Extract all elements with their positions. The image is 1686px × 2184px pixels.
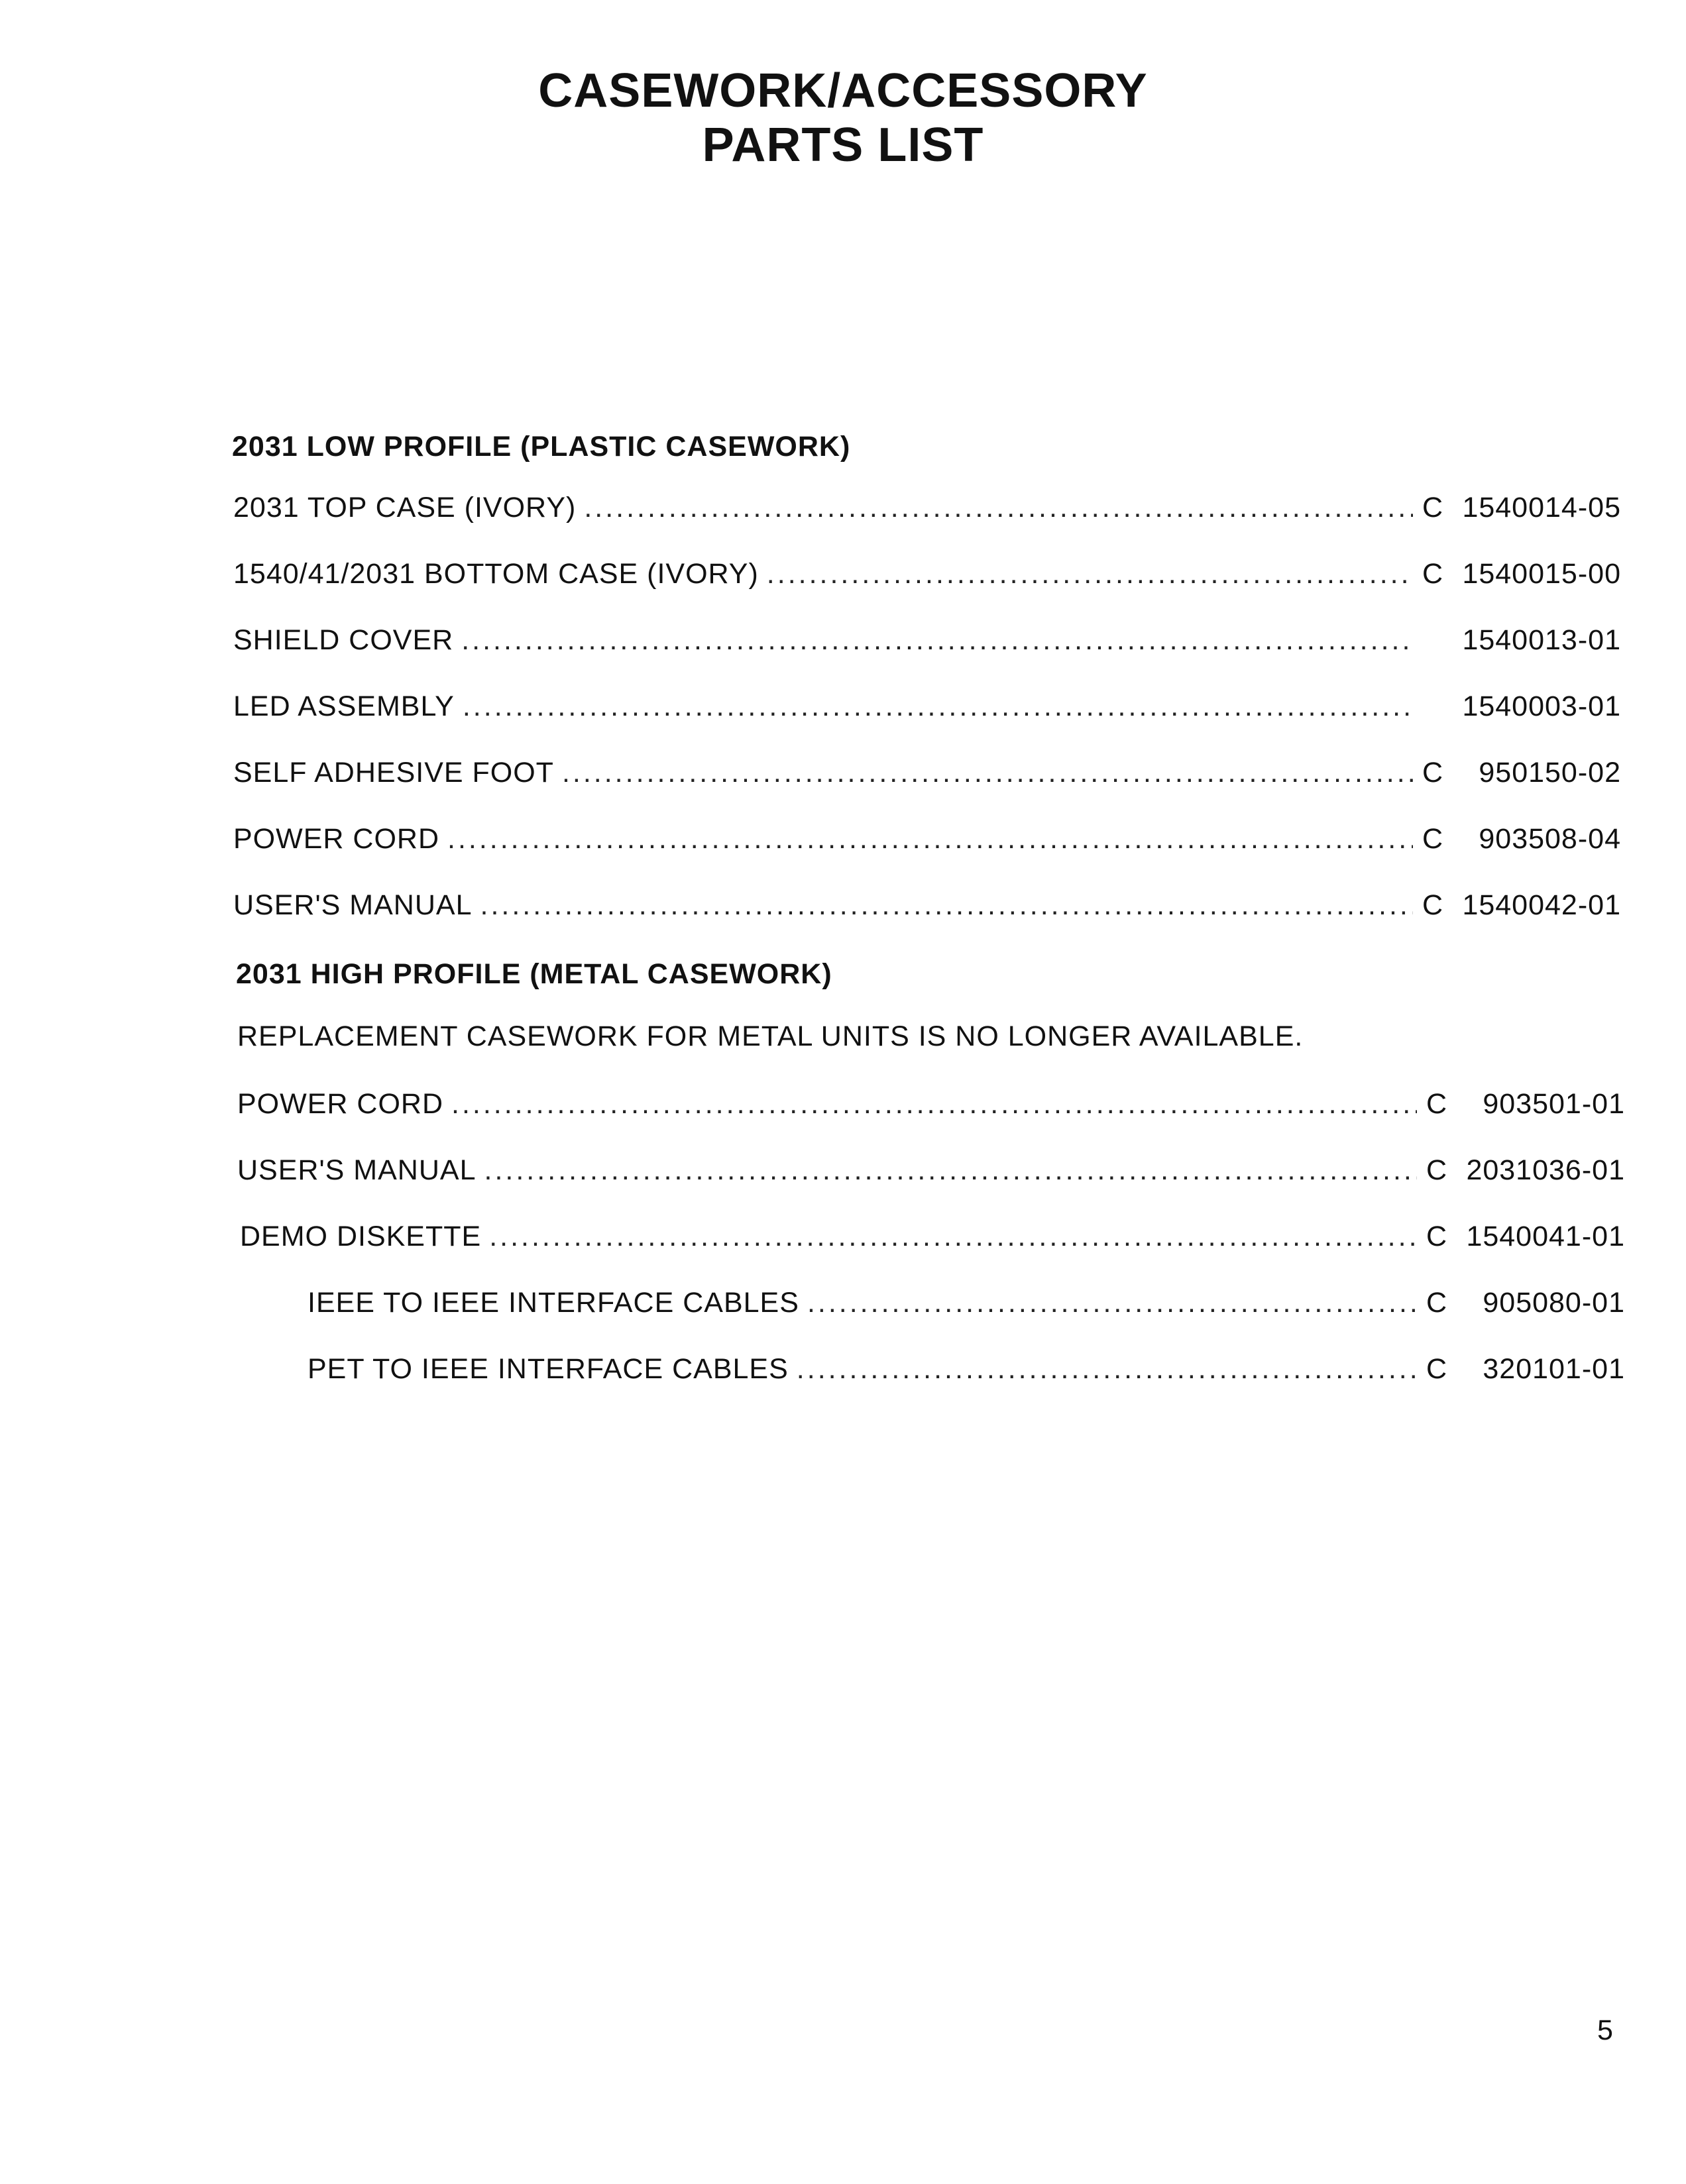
part-number: 1540003-01 [1462, 690, 1621, 722]
part-number: 1540041-01 [1466, 1221, 1625, 1252]
page-number: 5 [1597, 2014, 1613, 2046]
parts-row [237, 1154, 1625, 1191]
part-prefix: C [1426, 1221, 1448, 1252]
parts-row [233, 889, 1621, 926]
dot-leader [451, 1088, 1417, 1120]
parts-row [233, 558, 1621, 595]
page-title-line-1: CASEWORK/ACCESSORY [538, 64, 1148, 117]
part-description: USER'S MANUAL [233, 889, 473, 921]
part-prefix: C [1422, 558, 1444, 590]
part-prefix: C [1426, 1353, 1448, 1385]
page-title-line-2: PARTS LIST [702, 119, 984, 172]
part-number: 1540042-01 [1462, 889, 1621, 921]
part-prefix: C [1422, 889, 1444, 921]
part-description: DEMO DISKETTE [240, 1221, 482, 1252]
parts-row [240, 1221, 1625, 1258]
part-description: USER'S MANUAL [237, 1154, 477, 1186]
part-number: 905080-01 [1483, 1287, 1625, 1319]
part-description: LED ASSEMBLY [233, 690, 455, 722]
dot-leader [447, 823, 1413, 855]
dot-leader [484, 1154, 1417, 1187]
part-description: PET TO IEEE INTERFACE CABLES [308, 1353, 789, 1385]
dot-leader [461, 624, 1413, 657]
part-prefix: C [1426, 1287, 1448, 1319]
part-number: 903508-04 [1479, 823, 1621, 855]
part-number: 1540015-00 [1462, 558, 1621, 590]
parts-row [233, 690, 1621, 728]
part-description: IEEE TO IEEE INTERFACE CABLES [308, 1287, 799, 1319]
parts-row [233, 823, 1621, 860]
part-description: 1540/41/2031 BOTTOM CASE (IVORY) [233, 558, 759, 590]
parts-row [233, 492, 1621, 529]
part-number: 1540014-05 [1462, 492, 1621, 523]
part-number: 1540013-01 [1462, 624, 1621, 656]
low-profile-section-heading: 2031 LOW PROFILE (PLASTIC CASEWORK) [232, 431, 851, 463]
part-description: SHIELD COVER [233, 624, 454, 656]
dot-leader [480, 889, 1413, 922]
parts-row [233, 757, 1621, 794]
dot-leader [807, 1287, 1417, 1319]
parts-row [308, 1287, 1625, 1324]
parts-row [237, 1088, 1625, 1125]
part-prefix: C [1422, 823, 1444, 855]
dot-leader [767, 558, 1413, 590]
part-prefix: C [1422, 492, 1444, 523]
part-description: POWER CORD [237, 1088, 443, 1120]
high-profile-section-heading: 2031 HIGH PROFILE (METAL CASEWORK) [236, 958, 832, 990]
part-prefix: C [1422, 757, 1444, 789]
parts-row [233, 624, 1621, 661]
part-description: POWER CORD [233, 823, 439, 855]
part-description: SELF ADHESIVE FOOT [233, 757, 554, 789]
part-number: 2031036-01 [1466, 1154, 1625, 1186]
part-description: 2031 TOP CASE (IVORY) [233, 492, 577, 523]
part-prefix: C [1426, 1154, 1448, 1186]
availability-note: REPLACEMENT CASEWORK FOR METAL UNITS IS NO LONGER AVAILABLE. [237, 1020, 1304, 1052]
dot-leader [584, 492, 1413, 524]
dot-leader [463, 690, 1413, 723]
dot-leader [562, 757, 1413, 789]
part-number: 950150-02 [1479, 757, 1621, 789]
part-prefix: C [1426, 1088, 1448, 1120]
dot-leader [489, 1221, 1417, 1253]
parts-row [308, 1353, 1625, 1390]
page-title [0, 64, 1686, 172]
part-number: 903501-01 [1483, 1088, 1625, 1120]
dot-leader [797, 1353, 1417, 1386]
part-number: 320101-01 [1483, 1353, 1625, 1385]
